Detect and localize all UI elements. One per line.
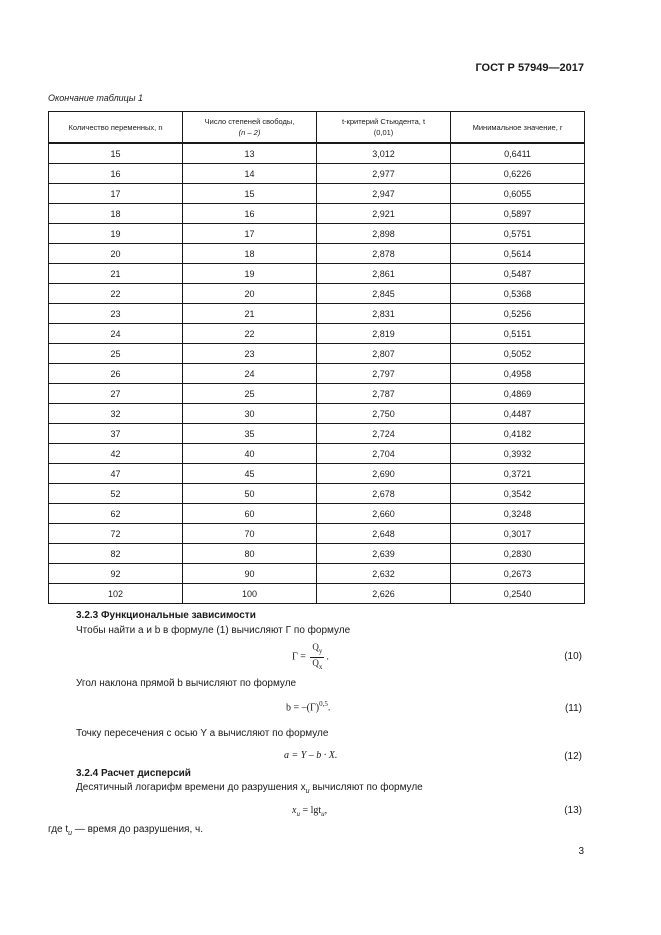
cell-degrees-of-freedom: 23: [183, 344, 317, 364]
cell-min-value: 0,4869: [451, 384, 585, 404]
cell-degrees-of-freedom: 40: [183, 444, 317, 464]
cell-variable-count: 27: [49, 384, 183, 404]
cell-student-t: 2,819: [317, 324, 451, 344]
table-row: [49, 164, 585, 184]
cell-min-value: 0,5897: [451, 204, 585, 224]
equation-10-label: (10): [564, 651, 582, 662]
cell-student-t: 2,807: [317, 344, 451, 364]
cell-student-t: 2,690: [317, 464, 451, 484]
cell-min-value: 0,2830: [451, 544, 585, 564]
table-row: [49, 143, 585, 164]
where-sub: u: [68, 830, 73, 837]
cell-min-value: 0,4958: [451, 364, 585, 384]
table-row: [49, 524, 585, 544]
table-row: [49, 584, 585, 604]
eq10-den-symbol: Q: [312, 657, 319, 668]
equation-13-label: (13): [564, 805, 582, 816]
cell-degrees-of-freedom: 15: [183, 184, 317, 204]
cell-min-value: 0,4487: [451, 404, 585, 424]
cell-variable-count: 52: [49, 484, 183, 504]
cell-student-t: 2,724: [317, 424, 451, 444]
cell-variable-count: 16: [49, 164, 183, 184]
section-323-paragraph-3: Точку пересечения с осью Y a вычисляют по формуле: [76, 728, 329, 739]
cell-min-value: 0,5751: [451, 224, 585, 244]
cell-min-value: 0,2673: [451, 564, 585, 584]
cell-student-t: 2,797: [317, 364, 451, 384]
table-header-row: [49, 112, 585, 144]
cell-degrees-of-freedom: 19: [183, 264, 317, 284]
section-324-title: 3.2.4 Расчет дисперсий: [76, 768, 191, 779]
cell-student-t: 2,898: [317, 224, 451, 244]
table-row: [49, 504, 585, 524]
header-student-t: [317, 112, 451, 144]
section-323-paragraph-2: Угол наклона прямой b вычисляют по формуле: [76, 678, 297, 689]
cell-min-value: 0,5614: [451, 244, 585, 264]
cell-degrees-of-freedom: 35: [183, 424, 317, 444]
cell-variable-count: 42: [49, 444, 183, 464]
cell-degrees-of-freedom: 18: [183, 244, 317, 264]
table-row: [49, 284, 585, 304]
table-row: [49, 384, 585, 404]
cell-variable-count: 72: [49, 524, 183, 544]
s324-p1-sub: u: [305, 788, 310, 795]
table-row: [49, 444, 585, 464]
header-student-line2: (0,01): [373, 128, 394, 137]
cell-variable-count: 47: [49, 464, 183, 484]
cell-variable-count: 62: [49, 504, 183, 524]
document-id-header: ГОСТ Р 57949—2017: [475, 62, 584, 74]
table-row: [49, 404, 585, 424]
cell-degrees-of-freedom: 80: [183, 544, 317, 564]
cell-student-t: 2,704: [317, 444, 451, 464]
eq10-num-subscript: y: [318, 646, 323, 655]
cell-degrees-of-freedom: 45: [183, 464, 317, 484]
table-row: [49, 184, 585, 204]
cell-student-t: 2,626: [317, 584, 451, 604]
cell-variable-count: 37: [49, 424, 183, 444]
page-number: 3: [578, 846, 584, 857]
cell-student-t: 2,750: [317, 404, 451, 424]
header-variable-count: Количество переменных, n: [49, 112, 183, 144]
cell-variable-count: 102: [49, 584, 183, 604]
cell-degrees-of-freedom: 100: [183, 584, 317, 604]
eq13-mid-sub: u: [321, 810, 325, 818]
cell-min-value: 0,5052: [451, 344, 585, 364]
s324-p1-post: вычисляют по формуле: [309, 782, 423, 793]
where-post: — время до разрушения, ч.: [72, 824, 203, 835]
eq13-lhs: x: [292, 805, 297, 816]
cell-degrees-of-freedom: 14: [183, 164, 317, 184]
cell-student-t: 2,678: [317, 484, 451, 504]
cell-min-value: 0,3932: [451, 444, 585, 464]
where-pre: где t: [48, 824, 69, 835]
eq13-tail: ,: [324, 805, 328, 816]
cell-min-value: 0,6055: [451, 184, 585, 204]
table-row: [49, 344, 585, 364]
cell-variable-count: 32: [49, 404, 183, 424]
header-min-value: Минимальное значение, r: [451, 112, 585, 144]
section-324-where-clause: [48, 824, 203, 837]
cell-variable-count: 18: [49, 204, 183, 224]
cell-variable-count: 20: [49, 244, 183, 264]
cell-variable-count: 17: [49, 184, 183, 204]
cell-degrees-of-freedom: 20: [183, 284, 317, 304]
cell-student-t: 3,012: [317, 143, 451, 164]
header-degrees-line1: Число степеней свободы,: [204, 117, 295, 126]
eq11-text: b = –(Γ): [286, 702, 320, 714]
cell-degrees-of-freedom: 13: [183, 143, 317, 164]
cell-student-t: 2,648: [317, 524, 451, 544]
section-323-title: 3.2.3 Функциональные зависимости: [76, 610, 256, 621]
cell-student-t: 2,878: [317, 244, 451, 264]
cell-variable-count: 21: [49, 264, 183, 284]
cell-variable-count: 92: [49, 564, 183, 584]
table-row: [49, 204, 585, 224]
equation-12: a = Y – b · X.: [284, 750, 338, 761]
cell-min-value: 0,5151: [451, 324, 585, 344]
cell-degrees-of-freedom: 70: [183, 524, 317, 544]
cell-degrees-of-freedom: 60: [183, 504, 317, 524]
cell-student-t: 2,787: [317, 384, 451, 404]
eq10-den-subscript: x: [318, 662, 323, 671]
eq11-tail: .: [327, 702, 331, 714]
cell-min-value: 0,4182: [451, 424, 585, 444]
cell-student-t: 2,977: [317, 164, 451, 184]
eq10-denominator: [310, 658, 324, 673]
equation-13: [292, 805, 327, 818]
cell-variable-count: 23: [49, 304, 183, 324]
cell-degrees-of-freedom: 21: [183, 304, 317, 324]
cell-student-t: 2,921: [317, 204, 451, 224]
table-row: [49, 544, 585, 564]
cell-student-t: 2,831: [317, 304, 451, 324]
table-row: [49, 564, 585, 584]
cell-student-t: 2,632: [317, 564, 451, 584]
equation-10: [292, 642, 329, 673]
cell-min-value: 0,2540: [451, 584, 585, 604]
eq11-superscript: 0,5: [319, 700, 328, 708]
cell-min-value: 0,3248: [451, 504, 585, 524]
eq10-numerator: [310, 642, 324, 658]
s324-p1-pre: Десятичный логарифм времени до разрушения x: [76, 782, 306, 793]
cell-variable-count: 22: [49, 284, 183, 304]
table-row: [49, 484, 585, 504]
cell-student-t: 2,861: [317, 264, 451, 284]
table-row: [49, 304, 585, 324]
cell-variable-count: 26: [49, 364, 183, 384]
equation-11-label: (11): [564, 703, 582, 714]
table-body: [49, 143, 585, 604]
cell-degrees-of-freedom: 90: [183, 564, 317, 584]
table-row: [49, 244, 585, 264]
cell-min-value: 0,5256: [451, 304, 585, 324]
section-324-paragraph-1: [76, 782, 423, 795]
cell-degrees-of-freedom: 25: [183, 384, 317, 404]
cell-min-value: 0,3017: [451, 524, 585, 544]
table-row: [49, 464, 585, 484]
eq10-num-symbol: Q: [312, 642, 319, 652]
eq13-mid: = lgt: [299, 805, 322, 816]
cell-min-value: 0,5368: [451, 284, 585, 304]
eq10-tail: .: [326, 651, 329, 663]
section-323-paragraph-1: Чтобы найти a и b в формуле (1) вычисляют Γ по формуле: [76, 625, 351, 636]
student-criterion-table: [48, 111, 585, 604]
cell-student-t: 2,947: [317, 184, 451, 204]
cell-student-t: 2,660: [317, 504, 451, 524]
cell-variable-count: 15: [49, 143, 183, 164]
cell-degrees-of-freedom: 50: [183, 484, 317, 504]
cell-degrees-of-freedom: 17: [183, 224, 317, 244]
equation-11: [286, 700, 330, 713]
cell-min-value: 0,6226: [451, 164, 585, 184]
cell-student-t: 2,639: [317, 544, 451, 564]
cell-min-value: 0,6411: [451, 143, 585, 164]
table-caption: Окончание таблицы 1: [48, 93, 143, 103]
cell-min-value: 0,3721: [451, 464, 585, 484]
cell-degrees-of-freedom: 24: [183, 364, 317, 384]
cell-variable-count: 24: [49, 324, 183, 344]
table-row: [49, 424, 585, 444]
header-degrees-line2: (n – 2): [238, 128, 261, 137]
equation-12-label: (12): [564, 751, 582, 762]
eq13-lhs-sub: u: [296, 810, 300, 818]
eq10-fraction: [310, 642, 324, 673]
cell-variable-count: 82: [49, 544, 183, 564]
cell-degrees-of-freedom: 30: [183, 404, 317, 424]
header-student-line1: t-критерий Стьюдента, t: [341, 117, 426, 126]
cell-variable-count: 19: [49, 224, 183, 244]
cell-degrees-of-freedom: 22: [183, 324, 317, 344]
eq10-lhs: Γ =: [292, 651, 306, 663]
table-row: [49, 324, 585, 344]
cell-student-t: 2,845: [317, 284, 451, 304]
table-row: [49, 364, 585, 384]
cell-variable-count: 25: [49, 344, 183, 364]
table-row: [49, 264, 585, 284]
cell-min-value: 0,3542: [451, 484, 585, 504]
cell-min-value: 0,5487: [451, 264, 585, 284]
cell-degrees-of-freedom: 16: [183, 204, 317, 224]
table-row: [49, 224, 585, 244]
header-degrees-of-freedom: [183, 112, 317, 144]
